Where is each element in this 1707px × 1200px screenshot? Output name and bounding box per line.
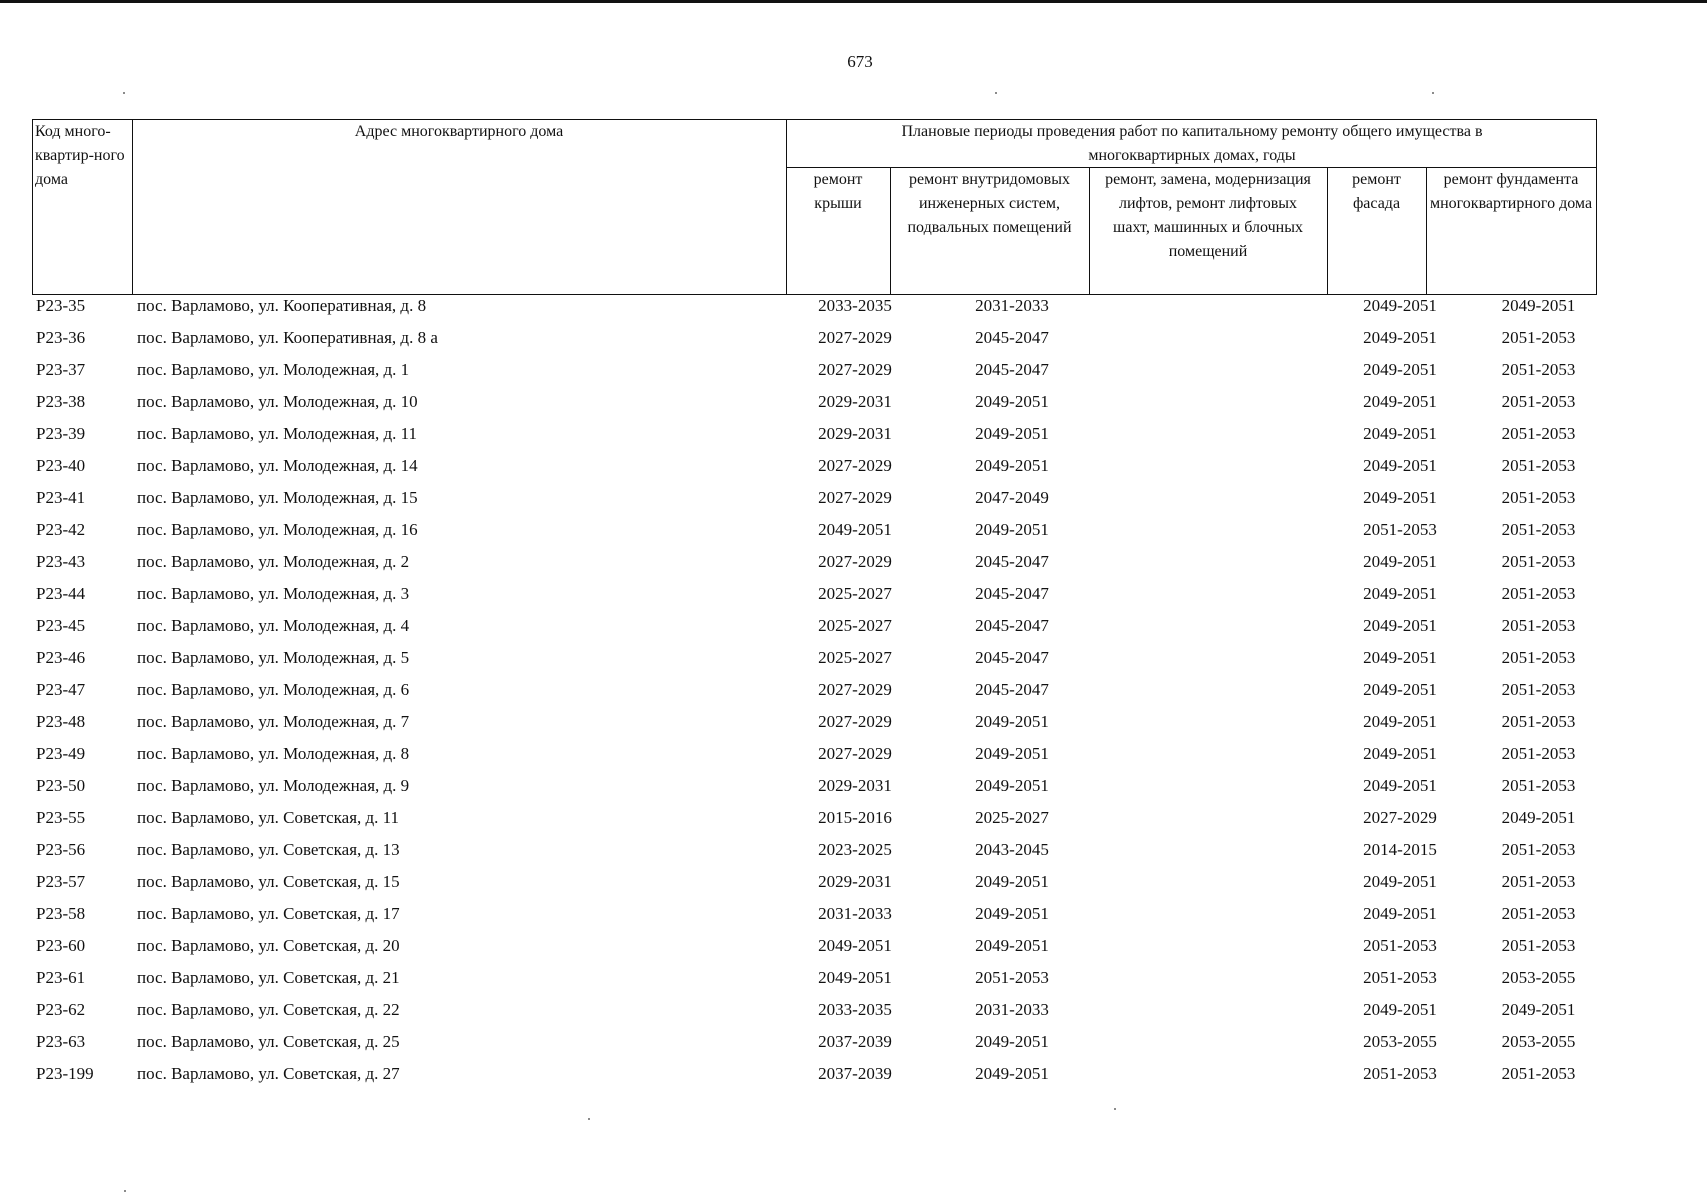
cell-facade: 2049-2051 xyxy=(1363,616,1437,635)
cell-facade: 2049-2051 xyxy=(1363,1000,1437,1019)
cell-roof: 2049-2051 xyxy=(818,968,892,987)
cell-engineering: 2049-2051 xyxy=(975,424,1049,443)
cell-foundation: 2051-2053 xyxy=(1501,360,1576,379)
cell-facade: 2051-2053 xyxy=(1363,1064,1437,1083)
cell-code: P23-57 xyxy=(36,872,86,891)
cell-engineering: 2049-2051 xyxy=(975,392,1049,411)
cell-roof: 2025-2027 xyxy=(818,584,892,603)
cell-address: пос. Варламово, ул. Молодежная, д. 6 xyxy=(137,680,410,699)
cell-address: пос. Варламово, ул. Советская, д. 27 xyxy=(137,1064,400,1083)
cell-engineering: 2045-2047 xyxy=(975,616,1049,635)
table-row xyxy=(32,611,1597,643)
cell-roof: 2029-2031 xyxy=(818,872,892,891)
cell-facade: 2014-2015 xyxy=(1363,840,1437,859)
cell-facade: 2049-2051 xyxy=(1363,872,1437,891)
cell-foundation: 2051-2053 xyxy=(1501,488,1576,507)
cell-foundation: 2051-2053 xyxy=(1501,872,1576,891)
cell-roof: 2029-2031 xyxy=(818,776,892,795)
header-foundation: ремонт фундамента многоквартирного дома xyxy=(1429,171,1593,212)
cell-code: P23-37 xyxy=(36,360,86,379)
header-roof: ремонт крыши xyxy=(813,171,863,212)
cell-address: пос. Варламово, ул. Молодежная, д. 15 xyxy=(137,488,418,507)
header-divider xyxy=(132,120,133,294)
cell-foundation: 2051-2053 xyxy=(1501,680,1576,699)
table-row xyxy=(32,867,1597,899)
cell-foundation: 2051-2053 xyxy=(1501,1064,1576,1083)
cell-facade: 2049-2051 xyxy=(1363,648,1437,667)
table-header xyxy=(32,119,1597,295)
cell-code: P23-44 xyxy=(36,584,86,603)
cell-code: P23-39 xyxy=(36,424,86,443)
cell-engineering: 2049-2051 xyxy=(975,776,1049,795)
cell-address: пос. Варламово, ул. Советская, д. 17 xyxy=(137,904,400,923)
cell-roof: 2033-2035 xyxy=(818,1000,892,1019)
table-row xyxy=(32,803,1597,835)
cell-facade: 2053-2055 xyxy=(1363,1032,1437,1051)
cell-engineering: 2045-2047 xyxy=(975,584,1049,603)
cell-roof: 2031-2033 xyxy=(818,904,892,923)
table-body xyxy=(32,291,1597,1091)
table-row xyxy=(32,547,1597,579)
table-row xyxy=(32,643,1597,675)
header-periods-group: Плановые периоды проведения работ по капитальному ремонту общего имущества в многоквартирных домах, годы xyxy=(901,123,1483,164)
table-row xyxy=(32,963,1597,995)
cell-address: пос. Варламово, ул. Молодежная, д. 3 xyxy=(137,584,410,603)
cell-engineering: 2025-2027 xyxy=(975,808,1049,827)
cell-roof: 2049-2051 xyxy=(818,936,892,955)
cell-facade: 2049-2051 xyxy=(1363,776,1437,795)
cell-facade: 2049-2051 xyxy=(1363,584,1437,603)
scan-speck xyxy=(995,92,997,94)
table-row xyxy=(32,899,1597,931)
cell-facade: 2049-2051 xyxy=(1363,712,1437,731)
cell-code: P23-63 xyxy=(36,1032,86,1051)
cell-address: пос. Варламово, ул. Молодежная, д. 8 xyxy=(137,744,410,763)
table-row xyxy=(32,739,1597,771)
cell-foundation: 2053-2055 xyxy=(1501,968,1576,987)
table-row xyxy=(32,419,1597,451)
cell-roof: 2033-2035 xyxy=(818,296,892,315)
cell-code: P23-47 xyxy=(36,680,86,699)
cell-facade: 2051-2053 xyxy=(1363,936,1437,955)
cell-facade: 2027-2029 xyxy=(1363,808,1437,827)
cell-facade: 2049-2051 xyxy=(1363,744,1437,763)
table-row xyxy=(32,995,1597,1027)
cell-roof: 2027-2029 xyxy=(818,456,892,475)
table-row xyxy=(32,579,1597,611)
scan-speck xyxy=(124,1190,126,1192)
scan-speck xyxy=(1432,92,1434,94)
cell-code: P23-49 xyxy=(36,744,86,763)
cell-facade: 2049-2051 xyxy=(1363,424,1437,443)
cell-address: пос. Варламово, ул. Советская, д. 22 xyxy=(137,1000,400,1019)
cell-roof: 2029-2031 xyxy=(818,424,892,443)
cell-code: P23-35 xyxy=(36,296,86,315)
cell-roof: 2049-2051 xyxy=(818,520,892,539)
cell-code: P23-61 xyxy=(36,968,86,987)
cell-foundation: 2049-2051 xyxy=(1501,1000,1576,1019)
cell-code: P23-36 xyxy=(36,328,86,347)
cell-engineering: 2049-2051 xyxy=(975,872,1049,891)
cell-engineering: 2049-2051 xyxy=(975,904,1049,923)
cell-roof: 2025-2027 xyxy=(818,616,892,635)
table-row xyxy=(32,1059,1597,1091)
cell-address: пос. Варламово, ул. Советская, д. 25 xyxy=(137,1032,400,1051)
cell-engineering: 2049-2051 xyxy=(975,456,1049,475)
cell-engineering: 2045-2047 xyxy=(975,360,1049,379)
cell-engineering: 2051-2053 xyxy=(975,968,1049,987)
cell-code: P23-199 xyxy=(36,1064,94,1083)
cell-foundation: 2051-2053 xyxy=(1501,904,1576,923)
cell-roof: 2029-2031 xyxy=(818,392,892,411)
page-number: 673 xyxy=(847,52,873,71)
cell-code: P23-48 xyxy=(36,712,86,731)
cell-roof: 2037-2039 xyxy=(818,1064,892,1083)
cell-engineering: 2031-2033 xyxy=(975,296,1049,315)
cell-address: пос. Варламово, ул. Молодежная, д. 2 xyxy=(137,552,410,571)
cell-roof: 2037-2039 xyxy=(818,1032,892,1051)
header-engineering: ремонт внутридомовых инженерных систем, подвальных помещений xyxy=(907,171,1072,236)
cell-address: пос. Варламово, ул. Молодежная, д. 10 xyxy=(137,392,418,411)
cell-facade: 2049-2051 xyxy=(1363,392,1437,411)
scan-speck xyxy=(588,1118,590,1120)
table-row xyxy=(32,323,1597,355)
cell-foundation: 2051-2053 xyxy=(1501,328,1576,347)
cell-foundation: 2051-2053 xyxy=(1501,392,1576,411)
cell-foundation: 2051-2053 xyxy=(1501,616,1576,635)
cell-address: пос. Варламово, ул. Молодежная, д. 7 xyxy=(137,712,410,731)
cell-roof: 2025-2027 xyxy=(818,648,892,667)
cell-address: пос. Варламово, ул. Молодежная, д. 9 xyxy=(137,776,410,795)
cell-engineering: 2045-2047 xyxy=(975,552,1049,571)
table-row xyxy=(32,387,1597,419)
cell-code: P23-62 xyxy=(36,1000,86,1019)
cell-facade: 2049-2051 xyxy=(1363,328,1437,347)
cell-roof: 2027-2029 xyxy=(818,328,892,347)
cell-code: P23-55 xyxy=(36,808,86,827)
cell-foundation: 2051-2053 xyxy=(1501,456,1576,475)
table-row xyxy=(32,515,1597,547)
cell-address: пос. Варламово, ул. Кооперативная, д. 8 xyxy=(137,296,427,315)
cell-foundation: 2051-2053 xyxy=(1501,584,1576,603)
cell-foundation: 2051-2053 xyxy=(1501,936,1576,955)
cell-engineering: 2043-2045 xyxy=(975,840,1049,859)
cell-address: пос. Варламово, ул. Молодежная, д. 14 xyxy=(137,456,418,475)
cell-code: P23-40 xyxy=(36,456,86,475)
cell-code: P23-58 xyxy=(36,904,86,923)
table-row xyxy=(32,675,1597,707)
cell-roof: 2027-2029 xyxy=(818,488,892,507)
cell-roof: 2027-2029 xyxy=(818,712,892,731)
cell-code: P23-50 xyxy=(36,776,86,795)
cell-foundation: 2051-2053 xyxy=(1501,776,1576,795)
cell-engineering: 2045-2047 xyxy=(975,648,1049,667)
cell-code: P23-46 xyxy=(36,648,86,667)
cell-facade: 2051-2053 xyxy=(1363,520,1437,539)
cell-code: P23-38 xyxy=(36,392,86,411)
cell-engineering: 2049-2051 xyxy=(975,1032,1049,1051)
cell-code: P23-43 xyxy=(36,552,86,571)
table-row xyxy=(32,931,1597,963)
cell-facade: 2049-2051 xyxy=(1363,360,1437,379)
cell-code: P23-45 xyxy=(36,616,86,635)
table-row xyxy=(32,355,1597,387)
cell-foundation: 2051-2053 xyxy=(1501,840,1576,859)
cell-engineering: 2049-2051 xyxy=(975,744,1049,763)
cell-foundation: 2051-2053 xyxy=(1501,744,1576,763)
table-row xyxy=(32,483,1597,515)
scan-speck xyxy=(123,92,125,94)
cell-roof: 2027-2029 xyxy=(818,360,892,379)
cell-roof: 2027-2029 xyxy=(818,680,892,699)
cell-engineering: 2049-2051 xyxy=(975,712,1049,731)
cell-address: пос. Варламово, ул. Молодежная, д. 5 xyxy=(137,648,410,667)
cell-foundation: 2051-2053 xyxy=(1501,552,1576,571)
table-row xyxy=(32,291,1597,323)
cell-engineering: 2049-2051 xyxy=(975,936,1049,955)
cell-address: пос. Варламово, ул. Молодежная, д. 4 xyxy=(137,616,410,635)
table-row xyxy=(32,835,1597,867)
cell-foundation: 2051-2053 xyxy=(1501,520,1576,539)
cell-engineering: 2031-2033 xyxy=(975,1000,1049,1019)
cell-facade: 2049-2051 xyxy=(1363,680,1437,699)
cell-facade: 2051-2053 xyxy=(1363,968,1437,987)
table-row xyxy=(32,707,1597,739)
cell-facade: 2049-2051 xyxy=(1363,456,1437,475)
cell-roof: 2027-2029 xyxy=(818,744,892,763)
cell-roof: 2023-2025 xyxy=(818,840,892,859)
cell-engineering: 2045-2047 xyxy=(975,680,1049,699)
cell-facade: 2049-2051 xyxy=(1363,552,1437,571)
header-code: Код много-квартир-ного дома xyxy=(35,123,125,188)
cell-roof: 2027-2029 xyxy=(818,552,892,571)
cell-facade: 2049-2051 xyxy=(1363,904,1437,923)
cell-code: P23-56 xyxy=(36,840,86,859)
cell-foundation: 2051-2053 xyxy=(1501,424,1576,443)
table-row xyxy=(32,451,1597,483)
cell-address: пос. Варламово, ул. Советская, д. 11 xyxy=(137,808,400,827)
cell-facade: 2049-2051 xyxy=(1363,296,1437,315)
cell-engineering: 2045-2047 xyxy=(975,328,1049,347)
cell-address: пос. Варламово, ул. Советская, д. 13 xyxy=(137,840,400,859)
cell-address: пос. Варламово, ул. Молодежная, д. 11 xyxy=(137,424,418,443)
cell-roof: 2015-2016 xyxy=(818,808,892,827)
cell-engineering: 2049-2051 xyxy=(975,520,1049,539)
cell-address: пос. Варламово, ул. Советская, д. 15 xyxy=(137,872,400,891)
header-address: Адрес многоквартирного дома xyxy=(354,123,564,140)
cell-address: пос. Варламово, ул. Советская, д. 20 xyxy=(137,936,400,955)
cell-address: пос. Варламово, ул. Молодежная, д. 1 xyxy=(137,360,410,379)
header-elevators: ремонт, замена, модернизация лифтов, ремонт лифтовых шахт, машинных и блочных помещений xyxy=(1105,171,1311,260)
header-facade: ремонт фасада xyxy=(1352,171,1401,212)
cell-engineering: 2047-2049 xyxy=(975,488,1049,507)
table-row xyxy=(32,1027,1597,1059)
cell-code: P23-41 xyxy=(36,488,86,507)
cell-foundation: 2049-2051 xyxy=(1501,808,1576,827)
cell-facade: 2049-2051 xyxy=(1363,488,1437,507)
cell-foundation: 2053-2055 xyxy=(1501,1032,1576,1051)
cell-engineering: 2049-2051 xyxy=(975,1064,1049,1083)
cell-foundation: 2051-2053 xyxy=(1501,648,1576,667)
cell-address: пос. Варламово, ул. Молодежная, д. 16 xyxy=(137,520,418,539)
cell-code: P23-42 xyxy=(36,520,86,539)
cell-address: пос. Варламово, ул. Советская, д. 21 xyxy=(137,968,400,987)
cell-foundation: 2051-2053 xyxy=(1501,712,1576,731)
cell-code: P23-60 xyxy=(36,936,86,955)
cell-address: пос. Варламово, ул. Кооперативная, д. 8 а xyxy=(137,328,438,347)
page-top-edge xyxy=(0,0,1707,3)
cell-foundation: 2049-2051 xyxy=(1501,296,1576,315)
scan-speck xyxy=(1114,1108,1116,1110)
table-row xyxy=(32,771,1597,803)
